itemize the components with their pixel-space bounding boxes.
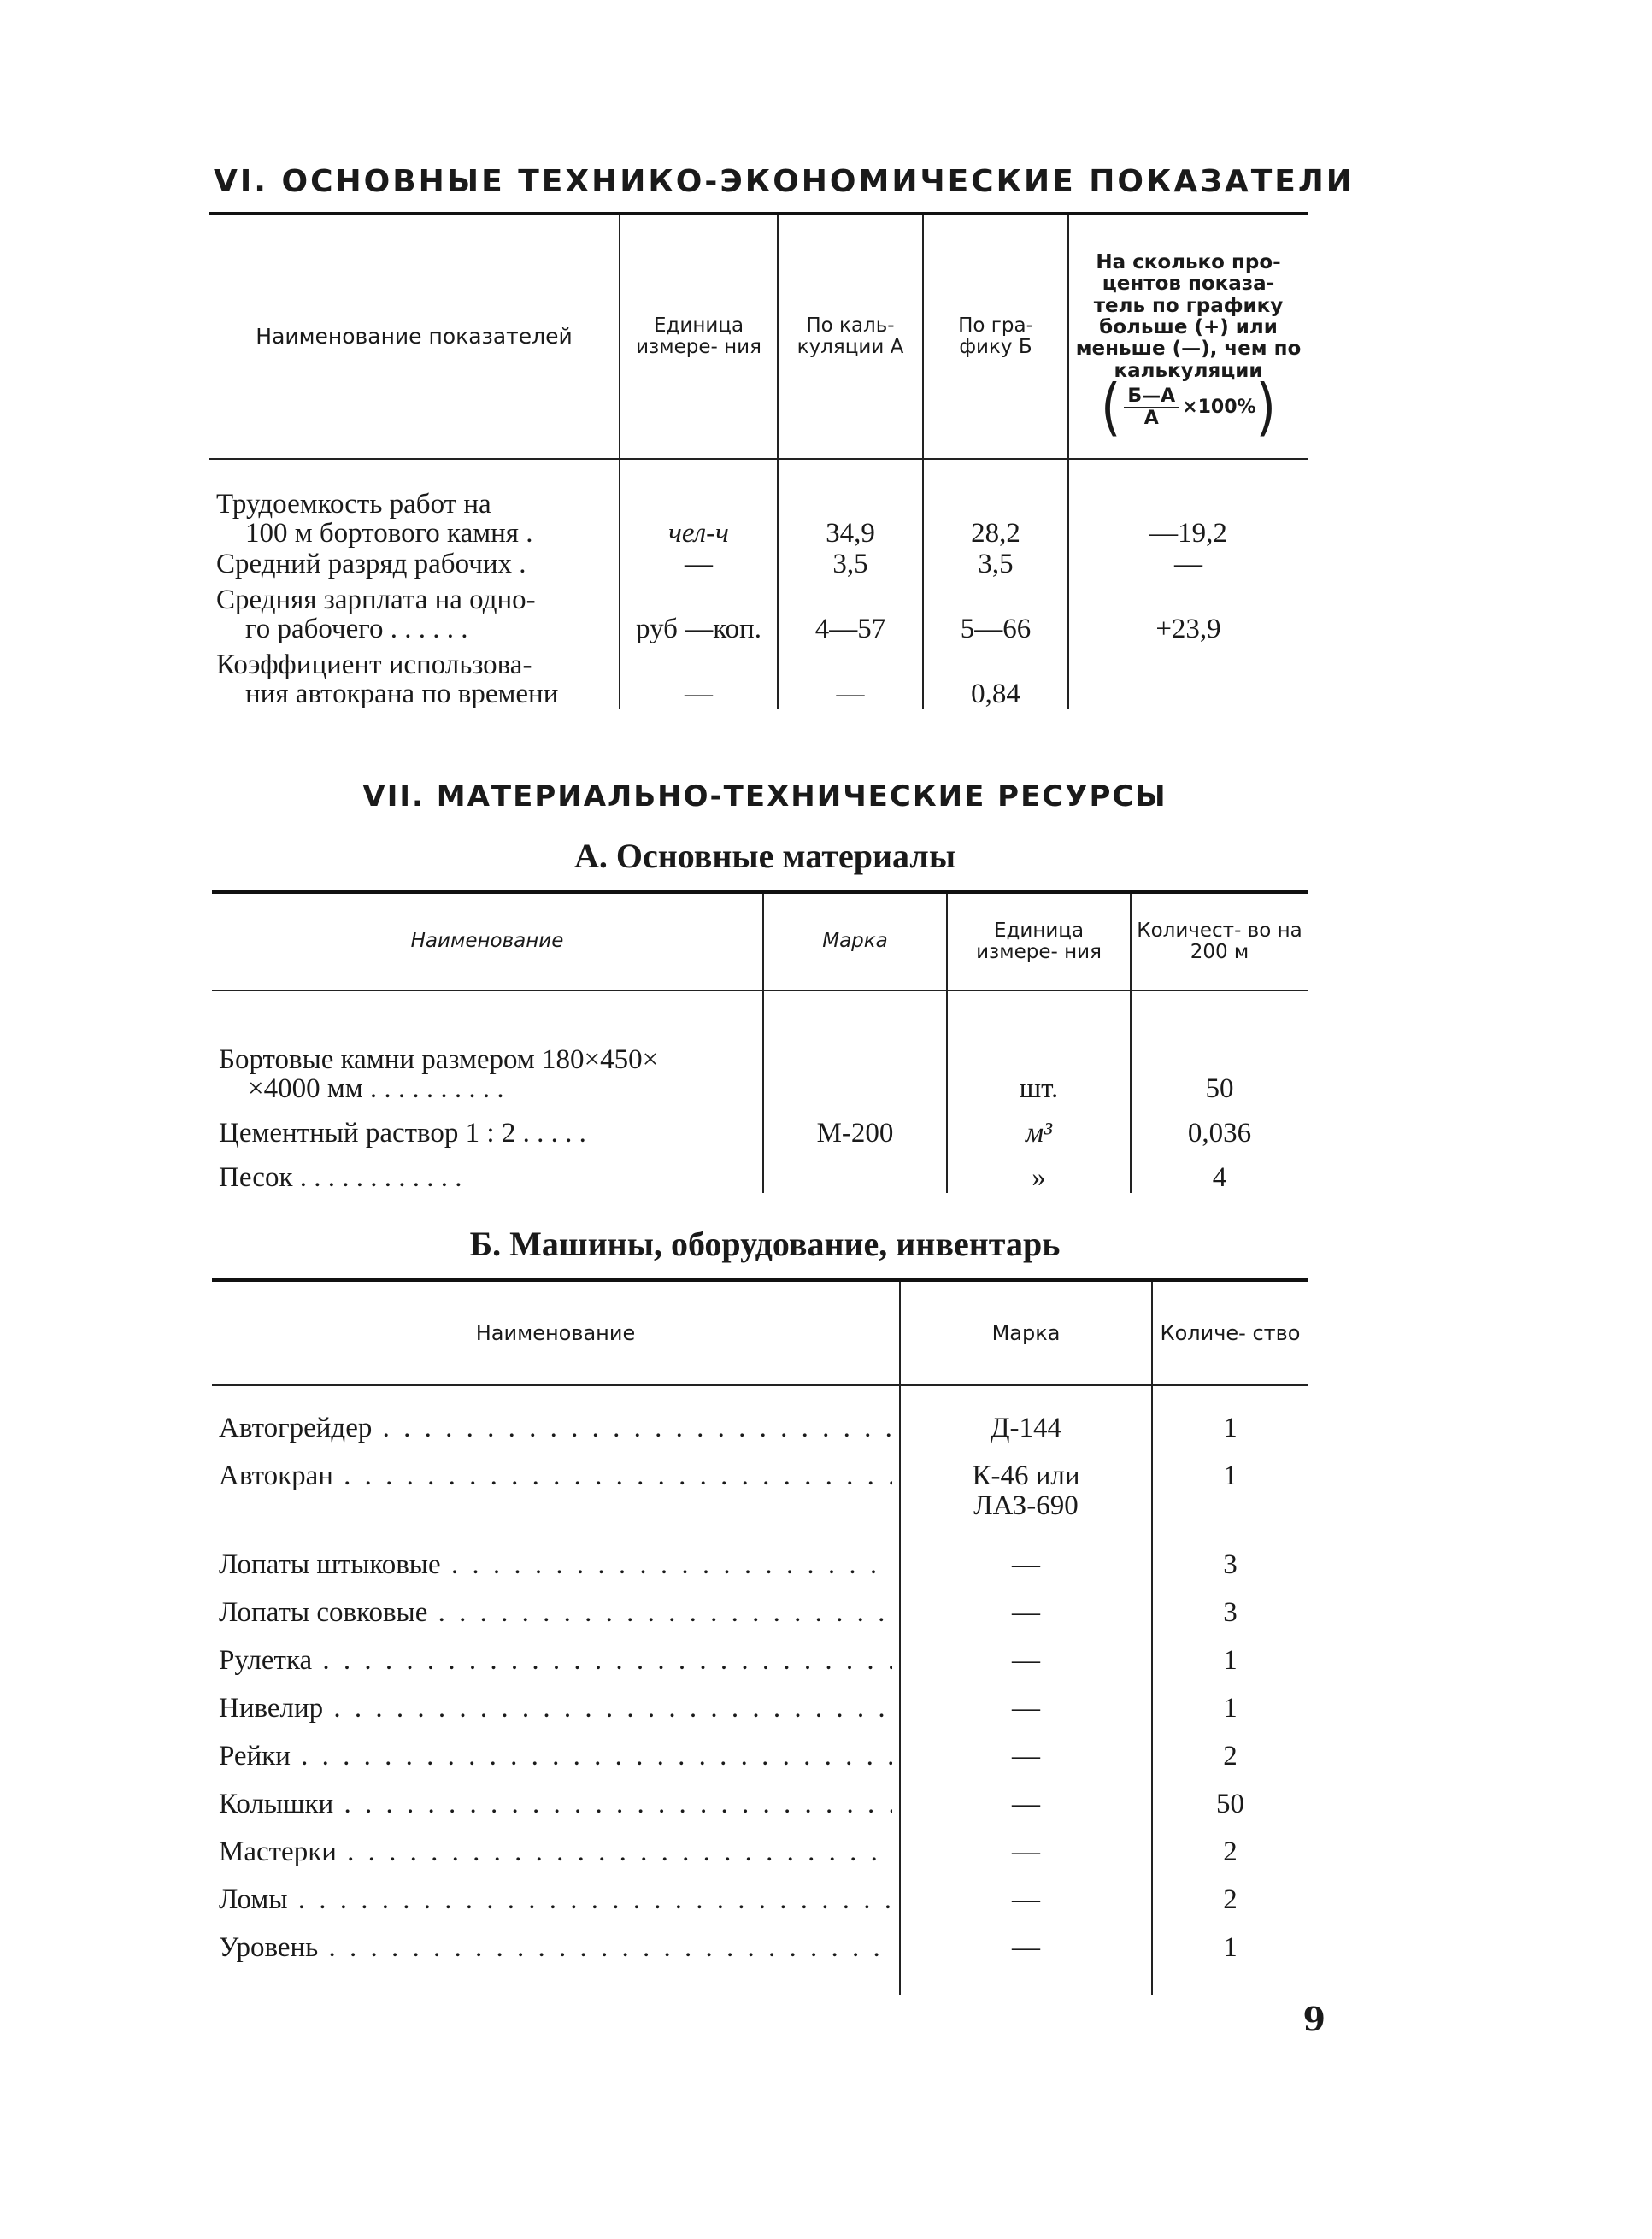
table-row <box>209 484 1308 549</box>
machines-table <box>212 1278 1308 1995</box>
row-unit: чел-ч <box>620 484 778 549</box>
row-schedule: 0,84 <box>923 644 1068 709</box>
row-qty: 4 <box>1131 1149 1308 1193</box>
row-name: Песок . . . . . . . . . . . . <box>219 1162 462 1194</box>
table-row <box>212 1930 1308 1995</box>
table-row <box>212 1786 1308 1834</box>
row-brand: — <box>900 1690 1152 1738</box>
row-brand: Д-144 <box>900 1410 1152 1458</box>
col-header-name: Наименование <box>212 892 763 990</box>
formula-multiplier: ×100% <box>1182 396 1256 418</box>
row-name: Бортовые камни размером 180×450× ×4000 мм . . . . . . . . . . <box>219 1043 659 1105</box>
machines-title: Б. Машины, оборудование, инвентарь <box>469 1225 1061 1263</box>
row-name: Колышки . . . <box>212 1786 900 1834</box>
row-unit: » <box>947 1149 1131 1193</box>
row-brand: М-200 <box>763 1104 947 1149</box>
table-row <box>209 549 1308 579</box>
row-brand: — <box>900 1547 1152 1595</box>
row-name: Мастерки . . . <box>212 1834 900 1882</box>
row-unit: шт. <box>947 1015 1131 1104</box>
col-header-brand: Марка <box>900 1280 1152 1385</box>
row-qty: 2 <box>1152 1882 1308 1930</box>
row-unit: — <box>620 549 778 579</box>
row-qty: 2 <box>1152 1738 1308 1786</box>
percent-header-text: На сколько про- центов показа- тель по графику больше (+) или меньше (—), чем по калькуляции <box>1075 251 1302 382</box>
row-qty: 1 <box>1152 1458 1308 1547</box>
materials-table <box>212 890 1308 1193</box>
col-header-name: Наименование <box>212 1280 900 1385</box>
page-number: 9 <box>1302 2000 1326 2038</box>
col-header-qty: Количе- ство <box>1152 1280 1308 1385</box>
table-row <box>212 1834 1308 1882</box>
col-header-percent <box>1068 214 1308 459</box>
table-row <box>212 1458 1308 1547</box>
col-header-calc: По каль- куляции А <box>778 214 923 459</box>
row-name: Автокран . . . <box>212 1458 900 1547</box>
row-brand: — <box>900 1786 1152 1834</box>
indicators-table <box>209 212 1308 709</box>
row-name: Автогрейдер . . . <box>212 1410 900 1458</box>
row-qty: 1 <box>1152 1410 1308 1458</box>
col-header-schedule: По гра- фику Б <box>923 214 1068 459</box>
col-header-name: Наименование показателей <box>209 214 620 459</box>
row-unit: м³ <box>947 1104 1131 1149</box>
row-percent: +23,9 <box>1068 579 1308 644</box>
row-name: Трудоемкость работ на 100 м бортового камня . <box>216 488 533 549</box>
table-row <box>212 1882 1308 1930</box>
row-brand: К-46 или ЛАЗ-690 <box>900 1458 1152 1547</box>
table-row <box>209 579 1308 644</box>
row-brand <box>763 1149 947 1193</box>
table-row <box>212 1690 1308 1738</box>
section-6-title: VI. ОСНОВНЫЕ ТЕХНИКО-ЭКОНОМИЧЕСКИЕ ПОКАЗАТЕЛИ <box>214 164 1355 199</box>
row-percent <box>1068 644 1308 709</box>
row-brand <box>763 1015 947 1104</box>
table-row <box>212 1643 1308 1690</box>
row-name: Лопаты штыковые . . . <box>212 1547 900 1595</box>
table-row <box>209 644 1308 709</box>
row-calc: 4—57 <box>778 579 923 644</box>
table-row <box>212 1547 1308 1595</box>
row-schedule: 28,2 <box>923 484 1068 549</box>
percent-formula: ( Б—А А ×100% ) <box>1100 371 1277 444</box>
row-name: Нивелир . . . <box>212 1690 900 1738</box>
row-brand: — <box>900 1738 1152 1786</box>
row-qty: 3 <box>1152 1595 1308 1643</box>
row-qty: 1 <box>1152 1643 1308 1690</box>
row-qty: 1 <box>1152 1690 1308 1738</box>
row-unit: — <box>620 644 778 709</box>
row-schedule: 3,5 <box>923 549 1068 579</box>
row-qty: 1 <box>1152 1930 1308 1995</box>
row-brand: — <box>900 1930 1152 1995</box>
row-name: Лопаты совковые . . . <box>212 1595 900 1643</box>
row-qty: 2 <box>1152 1834 1308 1882</box>
row-name: Рулетка . . . <box>212 1643 900 1690</box>
row-calc: — <box>778 644 923 709</box>
row-unit: руб —коп. <box>620 579 778 644</box>
col-header-unit: Единица измере- ния <box>947 892 1131 990</box>
row-name: Цементный раствор 1 : 2 . . . . . <box>219 1118 586 1149</box>
row-name: Рейки . . . <box>212 1738 900 1786</box>
row-calc: 34,9 <box>778 484 923 549</box>
col-header-brand: Марка <box>763 892 947 990</box>
row-brand: — <box>900 1643 1152 1690</box>
row-qty: 3 <box>1152 1547 1308 1595</box>
row-name: Коэффициент использова- ния автокрана по времени <box>216 649 559 710</box>
row-qty: 50 <box>1152 1786 1308 1834</box>
row-qty: 0,036 <box>1131 1104 1308 1149</box>
row-name: Ломы . . . <box>212 1882 900 1930</box>
row-name: Средний разряд рабочих . <box>216 549 526 580</box>
row-qty: 50 <box>1131 1015 1308 1104</box>
table-row <box>212 1015 1308 1104</box>
row-brand: — <box>900 1595 1152 1643</box>
table-row <box>212 1149 1308 1193</box>
row-percent: —19,2 <box>1068 484 1308 549</box>
col-header-unit: Единица измере- ния <box>620 214 778 459</box>
row-calc: 3,5 <box>778 549 923 579</box>
table-row <box>212 1595 1308 1643</box>
row-brand: — <box>900 1834 1152 1882</box>
row-brand: — <box>900 1882 1152 1930</box>
table-row <box>212 1738 1308 1786</box>
materials-title: А. Основные материалы <box>573 837 956 875</box>
formula-denominator: А <box>1143 407 1159 429</box>
col-header-qty: Количест- во на 200 м <box>1131 892 1308 990</box>
formula-numerator: Б—А <box>1124 386 1179 408</box>
table-row <box>212 1104 1308 1149</box>
row-schedule: 5—66 <box>923 579 1068 644</box>
row-percent: — <box>1068 549 1308 579</box>
table-row <box>212 1410 1308 1458</box>
section-7-title: VII. МАТЕРИАЛЬНО-ТЕХНИЧЕСКИЕ РЕСУРСЫ <box>362 779 1167 814</box>
row-name: Средняя зарплата на одно- го рабочего . . . . . . <box>216 584 536 645</box>
row-name: Уровень . . . <box>212 1930 900 1995</box>
